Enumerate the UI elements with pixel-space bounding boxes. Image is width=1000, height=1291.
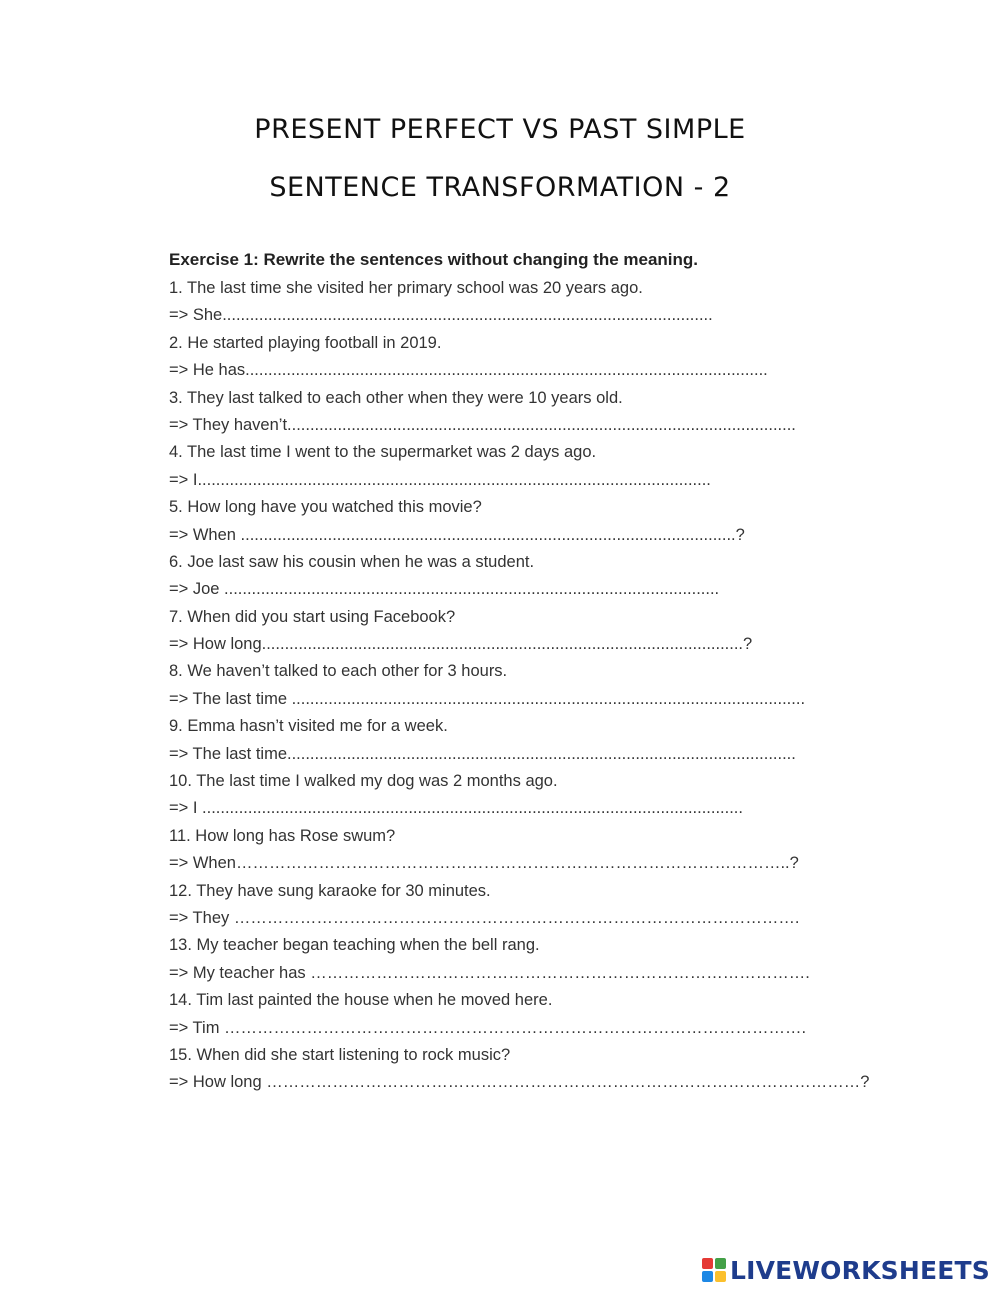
question-6: 6. Joe last saw his cousin when he was a student. bbox=[169, 552, 535, 571]
answer-line-7[interactable]: => How long.........................................................................................................? bbox=[169, 635, 753, 654]
question-12: 12. They have sung karaoke for 30 minutes. bbox=[169, 881, 491, 900]
worksheet-title: PRESENT PERFECT VS PAST SIMPLE bbox=[254, 114, 746, 145]
question-5: 5. How long have you watched this movie? bbox=[169, 498, 482, 517]
exercise-heading: Exercise 1: Rewrite the sentences without changing the meaning. bbox=[169, 250, 699, 269]
answer-line-8[interactable]: => The last time ................................................................................................................ bbox=[169, 689, 806, 708]
question-15: 15. When did she start listening to rock music? bbox=[169, 1045, 511, 1064]
answer-line-11[interactable]: => When………………………………………………………………………………………..? bbox=[169, 854, 799, 873]
logo-square-red bbox=[702, 1258, 713, 1269]
logo-square-yellow bbox=[715, 1271, 726, 1282]
question-4: 4. The last time I went to the supermarket was 2 days ago. bbox=[169, 443, 597, 462]
exercise-list bbox=[169, 275, 870, 1097]
question-2: 2. He started playing football in 2019. bbox=[169, 333, 442, 352]
question-14: 14. Tim last painted the house when he moved here. bbox=[169, 991, 553, 1010]
answer-line-2[interactable]: => He has.................................................................................................................. bbox=[169, 361, 768, 380]
answer-line-15[interactable]: => How long ………………………………………………………………………………………………? bbox=[169, 1073, 870, 1092]
logo-square-green bbox=[715, 1258, 726, 1269]
worksheet-subtitle: SENTENCE TRANSFORMATION - 2 bbox=[269, 172, 731, 203]
question-8: 8. We haven’t talked to each other for 3 hours. bbox=[169, 662, 508, 681]
answer-line-9[interactable]: => The last time............................................................................................................... bbox=[169, 744, 796, 763]
answer-line-5[interactable]: => When ............................................................................................................? bbox=[169, 525, 745, 544]
question-1: 1. The last time she visited her primary school was 20 years ago. bbox=[169, 279, 643, 297]
answer-line-6[interactable]: => Joe ............................................................................................................ bbox=[169, 580, 720, 599]
liveworksheets-logo[interactable] bbox=[702, 1255, 990, 1285]
question-3: 3. They last talked to each other when they were 10 years old. bbox=[169, 388, 623, 407]
answer-line-10[interactable]: => I ...................................................................................................................... bbox=[169, 799, 743, 818]
logo-text: LIVEWORKSHEETS bbox=[729, 1255, 990, 1285]
answer-line-4[interactable]: => I................................................................................................................ bbox=[169, 470, 711, 489]
question-11: 11. How long has Rose swum? bbox=[169, 826, 396, 845]
answer-line-1[interactable]: => She........................................................................................................... bbox=[169, 306, 713, 325]
logo-squares-icon bbox=[702, 1258, 726, 1282]
answer-line-12[interactable]: => They …………………………………………………………………………………………. bbox=[169, 908, 800, 927]
answer-line-14[interactable]: => Tim ……………………………………………………………………………………………. bbox=[169, 1018, 807, 1037]
answer-line-3[interactable]: => They haven’t............................................................................................................... bbox=[169, 415, 796, 434]
question-13: 13. My teacher began teaching when the bell rang. bbox=[169, 936, 540, 955]
question-10: 10. The last time I walked my dog was 2 months ago. bbox=[169, 772, 558, 791]
logo-square-blue bbox=[702, 1271, 713, 1282]
answer-line-13[interactable]: => My teacher has ………………………………………………………………………………. bbox=[169, 963, 810, 982]
question-7: 7. When did you start using Facebook? bbox=[169, 607, 456, 626]
question-9: 9. Emma hasn’t visited me for a week. bbox=[169, 717, 448, 736]
